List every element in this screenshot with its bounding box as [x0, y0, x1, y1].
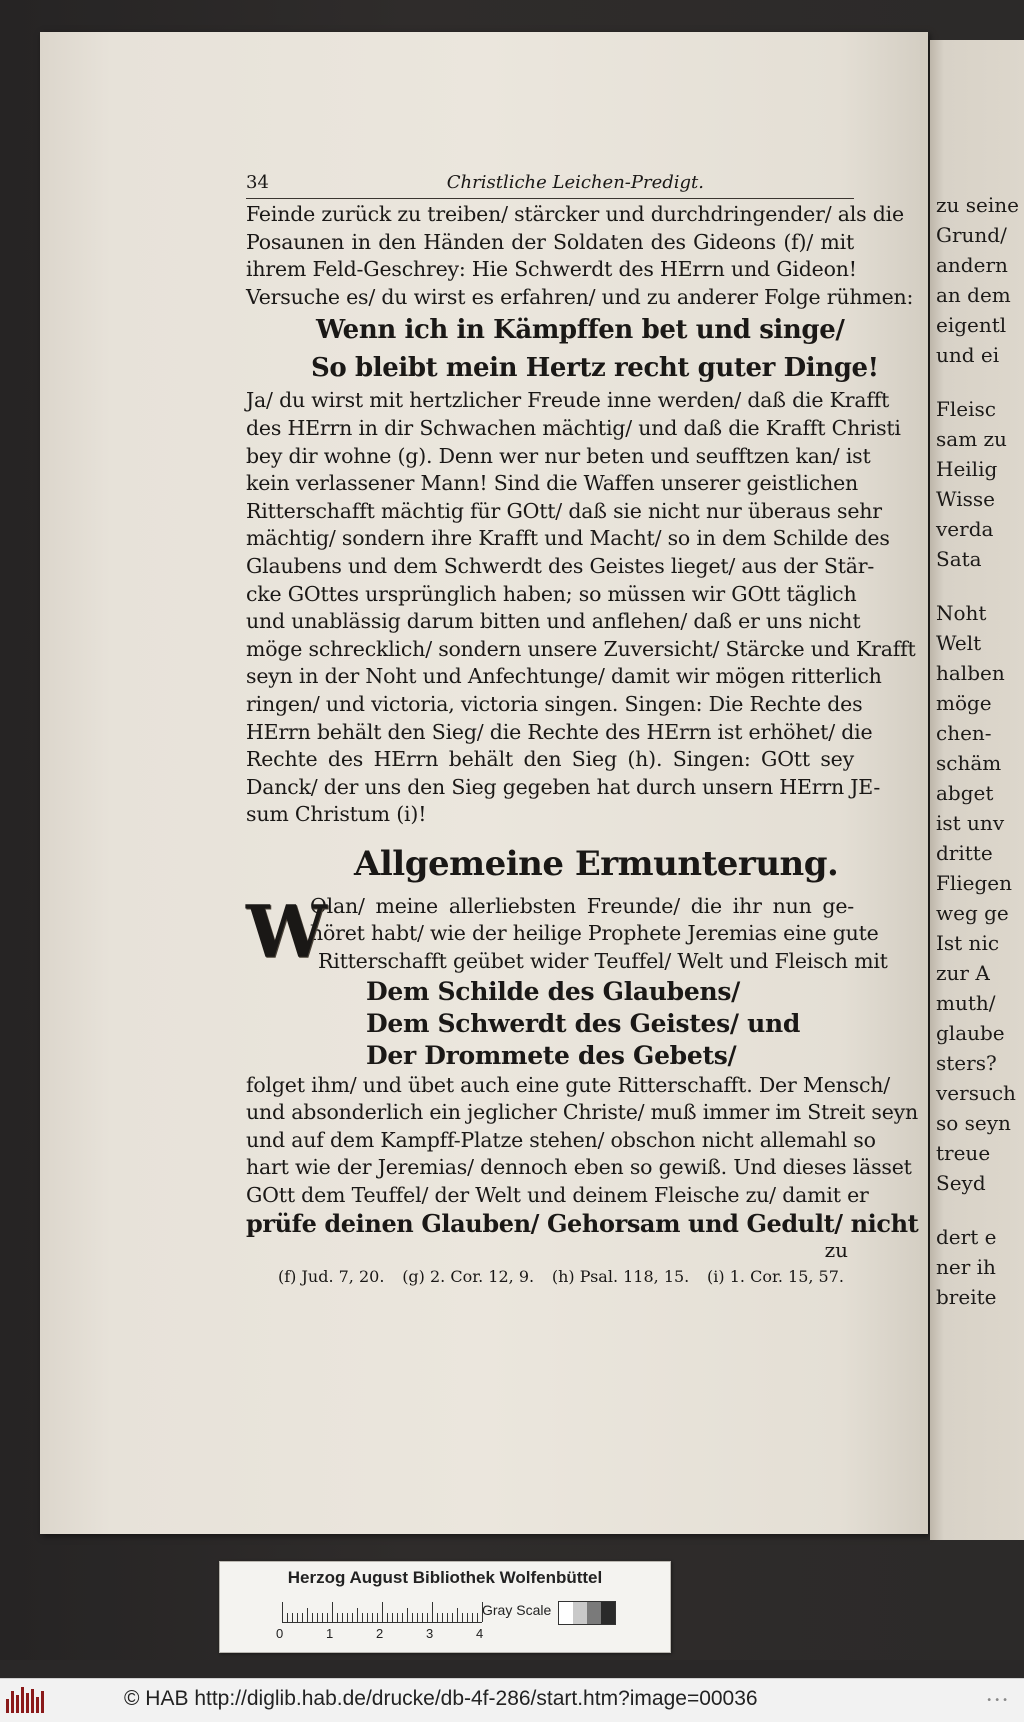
text-line: Danck/ der uns den Sieg gegeben hat durch unsern HErrn JE-: [246, 774, 881, 799]
ruler-tick: [302, 1613, 303, 1622]
section-heading: Allgemeine Ermunterung.: [354, 843, 839, 884]
right-page-fragment: weg ge: [936, 901, 1009, 925]
running-title: Christliche Leichen-Predigt.: [446, 172, 704, 193]
right-page-fragment: andern: [936, 253, 1008, 277]
logo-bar: [6, 1699, 9, 1713]
copyright-url[interactable]: © HAB http://diglib.hab.de/drucke/db-4f-286/start.htm?image=00036: [124, 1687, 758, 1710]
right-page-fragment: halben: [936, 661, 1005, 685]
ruler-tick: [327, 1613, 328, 1622]
ruler-tick: [417, 1613, 418, 1622]
footnote: (i) 1. Cor. 15, 57.: [707, 1267, 844, 1287]
right-page-fragment: dert e: [936, 1225, 997, 1249]
library-color-card: [219, 1561, 671, 1653]
ruler-tick: [367, 1613, 368, 1622]
ruler-tick: [342, 1613, 343, 1622]
paragraph-last-line: sum Christum (i)!: [246, 802, 427, 827]
ruler-tick: [317, 1613, 318, 1622]
text-line: HErrn behält den Sieg/ die Rechte des HErrn ist erhöhet/ die: [246, 719, 873, 744]
right-page-fragment: möge: [936, 691, 992, 715]
paragraph-lines-after-verse: [246, 387, 916, 801]
right-page-fragment: versuch: [936, 1081, 1016, 1105]
ruler-tick: [382, 1602, 383, 1622]
logo-bar: [26, 1693, 29, 1713]
verse-couplet: [246, 311, 879, 387]
logo-bar: [21, 1687, 24, 1713]
right-page-fragment: sam zu: [936, 427, 1007, 451]
right-page-fragment: schäm: [936, 751, 1002, 775]
gray-scale-swatch: [558, 1601, 616, 1625]
text-line: Rechte des HErrn behält den Sieg (h). Singen: GOtt sey: [246, 747, 854, 772]
ruler-tick: [322, 1613, 323, 1622]
decorated-initial: W: [246, 888, 327, 974]
right-page-fragment: sters?: [936, 1051, 997, 1075]
ruler-tick: [292, 1613, 293, 1622]
ruler-tick: [372, 1613, 373, 1622]
gray-step: [573, 1602, 587, 1624]
ruler-tick: [452, 1613, 453, 1622]
book-page-right-edge: [930, 40, 1024, 1540]
footnote: (g) 2. Cor. 12, 9.: [402, 1267, 535, 1287]
ruler-tick: [387, 1613, 388, 1622]
right-page-fragment: zu seine: [936, 193, 1019, 217]
right-page-fragment: ist unv: [936, 811, 1005, 835]
right-page-fragment: Noht: [936, 601, 987, 625]
right-page-fragment: Ist nic: [936, 931, 1000, 955]
right-page-fragment: treue: [936, 1141, 991, 1165]
right-page-fragment: [936, 370, 1024, 394]
ruler-tick: [357, 1608, 358, 1622]
right-page-text-fragments: [936, 190, 1024, 1312]
ruler-tick: [362, 1613, 363, 1622]
ruler-tick: [337, 1613, 338, 1622]
right-page-fragment: verda: [936, 517, 994, 541]
right-page-fragment: glaube: [936, 1021, 1005, 1045]
right-page-fragment: Wisse: [936, 487, 995, 511]
gray-step: [587, 1602, 601, 1624]
ruler-tick: [462, 1613, 463, 1622]
ruler-tick: [312, 1613, 313, 1622]
right-page-fragment: [936, 1198, 1024, 1222]
right-page-fragment: und ei: [936, 343, 1000, 367]
ruler-tick: [282, 1602, 283, 1622]
ruler-tick: [407, 1608, 408, 1622]
text-line: und unablässig darum bitten und anflehen/ daß er uns nicht: [246, 609, 861, 634]
right-page-fragment: Fliegen: [936, 871, 1013, 895]
list-item: Dem Schilde des Glaubens/: [366, 976, 740, 1006]
right-page-fragment: Sata: [936, 547, 982, 571]
text-line: bey dir wohne (g). Denn wer nur beten und seufftzen kan/ ist: [246, 443, 871, 468]
text-line: des HErrn in dir Schwachen mächtig/ und daß die Krafft Christi: [246, 415, 901, 440]
ruler-tick: [412, 1613, 413, 1622]
ruler-tick: [287, 1613, 288, 1622]
ruler-tick: [477, 1613, 478, 1622]
more-dots-icon[interactable]: •••: [986, 1695, 1010, 1706]
footnotes: [246, 1265, 854, 1286]
ruler-label: 1: [326, 1626, 334, 1641]
three-weapons-list: [246, 976, 854, 1072]
ruler-tick: [427, 1613, 428, 1622]
ruler-tick: [377, 1613, 378, 1622]
logo-bar: [31, 1689, 34, 1713]
right-page-fragment: so seyn: [936, 1111, 1011, 1135]
ruler-label: 2: [376, 1626, 384, 1641]
gray-step: [559, 1602, 573, 1624]
logo-bar: [16, 1695, 19, 1713]
right-page-fragment: Fleisc: [936, 397, 996, 421]
text-line: Ritterschafft mächtig für GOtt/ daß sie nicht nur überaus sehr: [246, 498, 882, 523]
footnote: (f) Jud. 7, 20.: [278, 1267, 385, 1287]
list-item: Der Drommete des Gebets/: [366, 1040, 737, 1070]
page-number: 34: [246, 172, 269, 193]
right-page-fragment: breite: [936, 1285, 997, 1309]
right-page-fragment: Welt: [936, 631, 982, 655]
right-page-fragment: an dem: [936, 283, 1011, 307]
text-line: Olan/ meine allerliebsten Freunde/ die ihr nun ge-: [310, 893, 854, 918]
ruler-label: 4: [476, 1626, 484, 1641]
ruler-tick: [297, 1613, 298, 1622]
text-line: ihrem Feld-Geschrey: Hie Schwerdt des HErrn und Gideon!: [246, 257, 857, 282]
ruler-tick: [397, 1613, 398, 1622]
text-line: Ja/ du wirst mit hertzlicher Freude inne werden/ daß die Krafft: [246, 388, 890, 413]
text-line: und auf dem Kampff-Platze stehen/ obschon nicht allemahl so: [246, 1127, 876, 1152]
text-line: möge schrecklich/ sondern unsere Zuversicht/ Stärcke und Krafft: [246, 636, 916, 661]
text-line: GOtt dem Teuffel/ der Welt und deinem Fleische zu/ damit er: [246, 1183, 869, 1208]
ruler-tick: [352, 1613, 353, 1622]
gray-scale-label: Gray Scale: [482, 1602, 552, 1618]
right-page-fragment: zur A: [936, 961, 990, 985]
right-page-fragment: [936, 574, 1024, 598]
ruler-tick: [332, 1602, 333, 1622]
catchword: zu: [824, 1238, 848, 1263]
page-text-block: [246, 172, 919, 1287]
footnote: (h) Psal. 118, 15.: [551, 1267, 690, 1287]
ruler-tick: [467, 1613, 468, 1622]
ruler-tick: [442, 1613, 443, 1622]
text-line: kein verlassener Mann! Sind die Waffen unserer geistlichen: [246, 471, 859, 496]
text-line: Feinde zurück zu treiben/ stärcker und durchdringender/ als die: [246, 202, 904, 226]
paragraph-with-initial: [246, 888, 888, 976]
ruler-tick: [307, 1608, 308, 1622]
text-line: folget ihm/ und übet auch eine gute Ritterschafft. Der Mensch/: [246, 1072, 890, 1097]
text-line: Ritterschafft geübet wider Teuffel/ Welt und Fleisch mit: [318, 949, 888, 974]
paragraph-lines-before-verse: [246, 201, 914, 311]
right-page-fragment: dritte: [936, 841, 993, 865]
logo-bar: [36, 1697, 39, 1713]
ruler-label: 0: [276, 1626, 284, 1641]
drop-cap-paragraph: [246, 888, 888, 976]
hab-logo-icon[interactable]: [6, 1687, 46, 1713]
verse-line: Wenn ich in Kämpffen bet und singe/: [316, 315, 845, 346]
library-name: Herzog August Bibliothek Wolfenbüttel: [287, 1568, 603, 1587]
paragraph-after-list: [246, 1072, 919, 1210]
verse-line: So bleibt mein Hertz recht guter Dinge!: [311, 353, 879, 384]
text-line: und absonderlich ein jeglicher Christe/ muß immer im Streit seyn: [246, 1100, 919, 1125]
emphasized-line: prüfe deinen Glauben/ Gehorsam und Gedult/ nicht: [246, 1208, 919, 1238]
text-line: hart wie der Jeremias/ dennoch eben so gewiß. Und dieses lässet: [246, 1155, 912, 1180]
text-line: seyn in der Noht und Anfechtunge/ damit wir mögen ritterlich: [246, 664, 882, 689]
ruler-tick: [402, 1613, 403, 1622]
right-page-fragment: Heilig: [936, 457, 998, 481]
ruler-tick: [347, 1613, 348, 1622]
right-page-fragment: abget: [936, 781, 994, 805]
gray-step: [601, 1602, 615, 1624]
right-page-fragment: ner ih: [936, 1255, 996, 1279]
ruler-tick: [432, 1602, 433, 1622]
text-line: ringen/ und victoria, victoria singen. Singen: Die Rechte des: [246, 691, 863, 716]
text-line: Versuche es/ du wirst es erfahren/ und zu anderer Folge rühmen:: [246, 284, 914, 309]
ruler-tick: [422, 1613, 423, 1622]
right-page-fragment: eigentl: [936, 313, 1007, 337]
ruler-tick: [447, 1613, 448, 1622]
logo-bar: [41, 1691, 44, 1713]
ruler-tick: [457, 1608, 458, 1622]
scale-ruler: [282, 1602, 482, 1623]
running-header: [246, 172, 854, 199]
right-page-fragment: muth/: [936, 991, 996, 1015]
ruler-label: 3: [426, 1626, 434, 1641]
ruler-tick: [437, 1613, 438, 1622]
text-line: Glaubens und dem Schwerdt des Geistes lieget/ aus der Stär-: [246, 553, 875, 578]
logo-bar: [11, 1691, 14, 1713]
footer-bar: [0, 1678, 1024, 1722]
text-line: Posaunen in den Händen der Soldaten des Gideons (f)/ mit: [246, 229, 854, 254]
right-page-fragment: Grund/: [936, 223, 1007, 247]
list-item: Dem Schwerdt des Geistes/ und: [366, 1008, 801, 1038]
text-line: cke GOttes ursprünglich haben; so müssen wir GOtt täglich: [246, 581, 857, 606]
right-page-fragment: chen-: [936, 721, 992, 745]
text-line: mächtig/ sondern ihre Krafft und Macht/ so in dem Schilde des: [246, 526, 890, 551]
ruler-tick: [472, 1613, 473, 1622]
right-page-fragment: Seyd: [936, 1171, 986, 1195]
text-line: höret habt/ wie der heilige Prophete Jeremias eine gute: [310, 921, 879, 946]
ruler-tick: [392, 1613, 393, 1622]
